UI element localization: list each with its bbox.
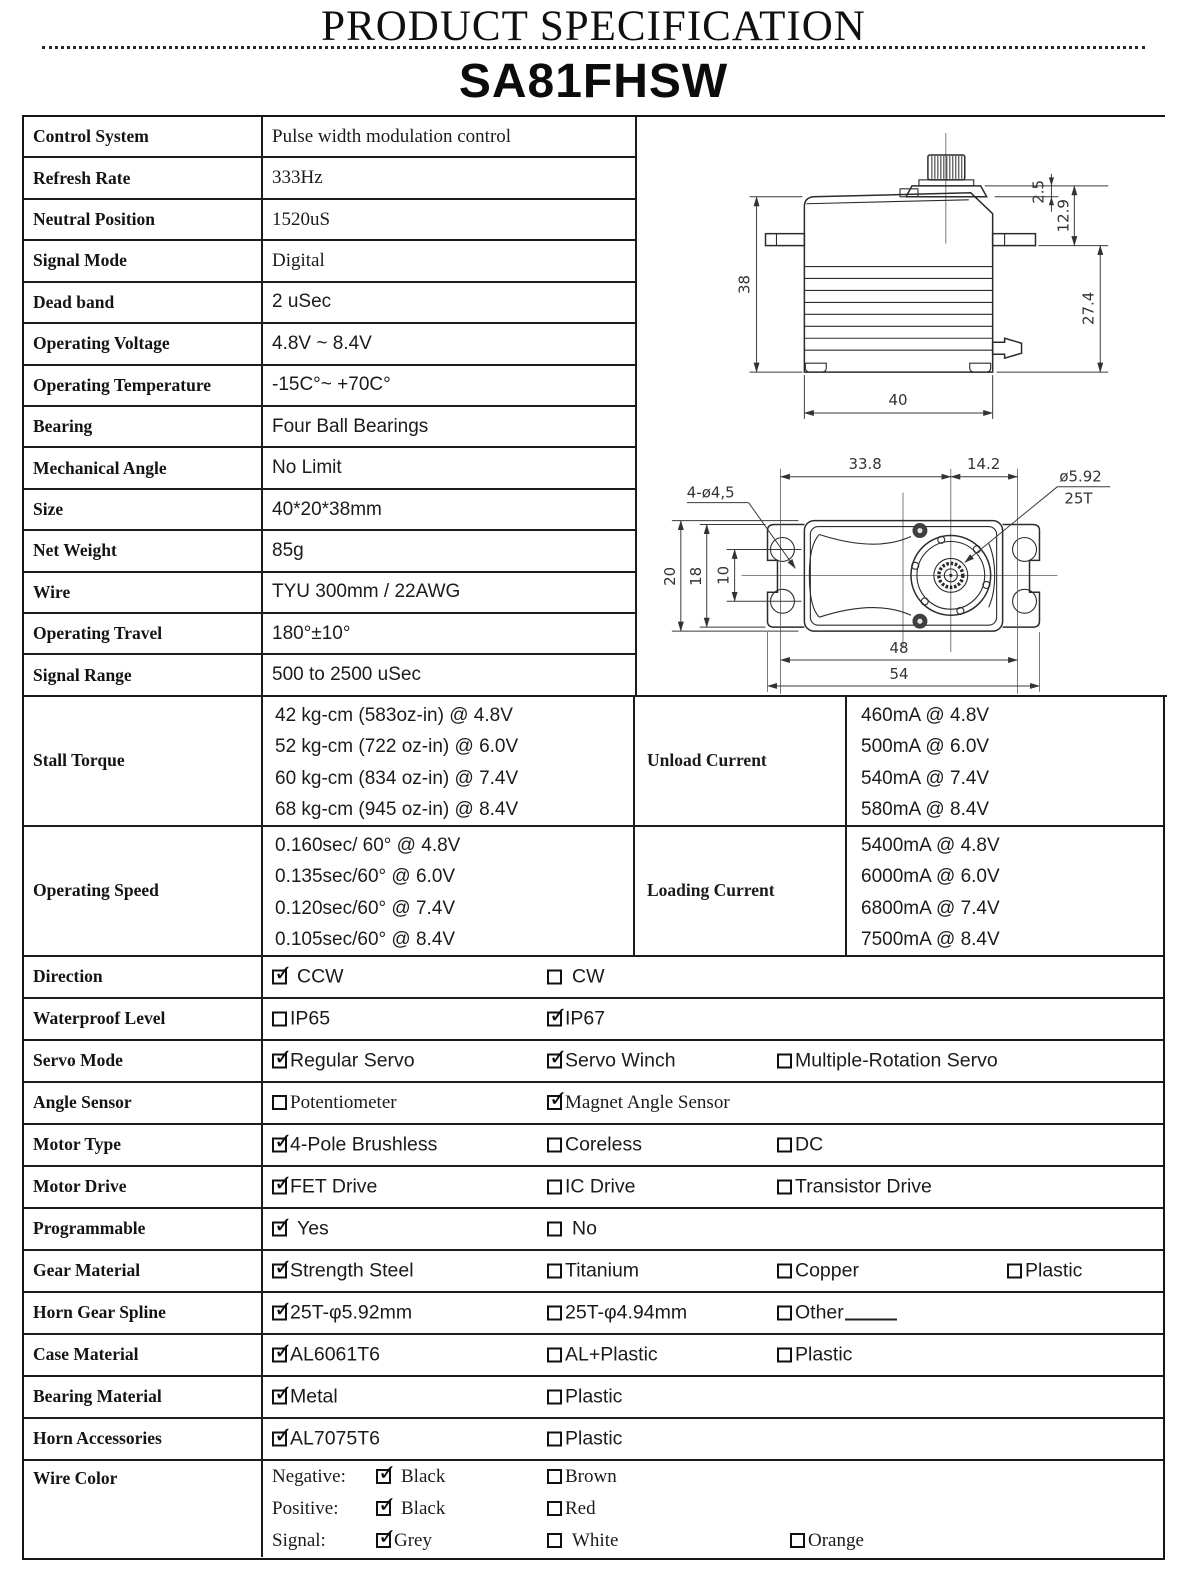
- spec-label: Operating Temperature: [24, 366, 263, 405]
- spec-label: Programmable: [24, 1209, 263, 1249]
- option-label: Black: [401, 1497, 446, 1519]
- value-line: 0.120sec/60° @ 7.4V: [275, 897, 456, 919]
- spec-label: Servo Mode: [24, 1041, 263, 1081]
- wire-role-label: Signal:: [272, 1529, 326, 1551]
- option-item: [547, 1049, 676, 1072]
- checkbox-icon: [790, 1533, 805, 1548]
- option-item: [272, 1049, 415, 1072]
- option-item: [777, 1175, 932, 1198]
- spec-label: Operating Voltage: [24, 324, 263, 363]
- technical-drawings: [635, 117, 1167, 697]
- option-row-motor-drive: [24, 1167, 1163, 1209]
- option-label: Plastic: [565, 1427, 623, 1450]
- option-item: [547, 1385, 622, 1408]
- spec-label: Dead band: [24, 283, 263, 322]
- option-item: [547, 1466, 617, 1488]
- checkbox-icon: [272, 1095, 287, 1110]
- option-item: [272, 1092, 397, 1114]
- value-line: 540mA @ 7.4V: [861, 767, 990, 789]
- option-item: [777, 1133, 823, 1156]
- spec-label: Bearing: [24, 407, 263, 446]
- option-item: [547, 1007, 605, 1030]
- checkbox-icon: [777, 1137, 792, 1152]
- value-line: 580mA @ 8.4V: [861, 799, 990, 821]
- spec-label: Size: [24, 490, 263, 529]
- checkbox-icon: [777, 1263, 792, 1278]
- checkbox-icon: [547, 1095, 562, 1110]
- spec-row: [24, 614, 635, 655]
- spec-value-lines: [263, 827, 635, 955]
- top-holes-label: [687, 484, 796, 569]
- option-label: Regular Servo: [290, 1049, 415, 1072]
- spec-row: [24, 117, 635, 158]
- checkbox-icon: [272, 1347, 287, 1362]
- spec-value: 40*20*38mm: [272, 498, 382, 520]
- option-item: [272, 1301, 412, 1324]
- option-item: [272, 1427, 380, 1450]
- checkbox-icon: [547, 1347, 562, 1362]
- option-label: Other: [795, 1301, 844, 1324]
- option-item: [376, 1530, 432, 1552]
- spec-label: Case Material: [24, 1335, 263, 1375]
- spec-row: [24, 283, 635, 324]
- checkbox-icon: [777, 1053, 792, 1068]
- spec-value: -15C°~ +70C°: [272, 374, 391, 396]
- option-item: [547, 965, 605, 988]
- option-row-motor-type: [24, 1125, 1163, 1167]
- dim-right-span: 14.2: [967, 454, 1001, 473]
- dim-overall-width: 54: [889, 664, 909, 683]
- option-item: [777, 1343, 852, 1366]
- option-label: DC: [795, 1133, 824, 1156]
- option-label: AL+Plastic: [565, 1343, 658, 1366]
- top-dims-lower: [768, 632, 1040, 692]
- spec-row: [24, 655, 635, 696]
- checkbox-icon: [547, 1431, 562, 1446]
- checkbox-icon: [376, 1469, 391, 1484]
- checkbox-icon: [547, 1053, 562, 1068]
- spec-value: 500 to 2500 uSec: [272, 664, 421, 686]
- spec-value: 180°±10°: [272, 622, 351, 644]
- spec-label: Motor Type: [24, 1125, 263, 1165]
- checkbox-icon: [547, 1137, 562, 1152]
- option-label: IC Drive: [565, 1175, 636, 1198]
- dim-body-height: 38: [735, 274, 754, 294]
- option-item: [547, 1427, 622, 1450]
- option-label: AL7075T6: [290, 1427, 380, 1450]
- dim-body-width: 40: [888, 391, 908, 410]
- option-label: Metal: [290, 1385, 338, 1408]
- option-row-case-material: [24, 1335, 1163, 1377]
- option-row-wire-color: [24, 1461, 1163, 1557]
- dim-flange-height: 18: [686, 566, 705, 586]
- option-item: [790, 1530, 864, 1552]
- spec-label: Refresh Rate: [24, 158, 263, 197]
- option-label: 4-Pole Brushless: [290, 1133, 438, 1156]
- option-item: [272, 1007, 330, 1030]
- option-item: [1007, 1259, 1082, 1282]
- checkbox-icon: [547, 1179, 562, 1194]
- page-title: PRODUCT SPECIFICATION: [321, 3, 866, 50]
- value-line: 5400mA @ 4.8V: [861, 834, 1000, 856]
- checkbox-icon: [272, 969, 287, 984]
- wire-role-label: Negative:: [272, 1465, 346, 1487]
- spec-value: 2 uSec: [272, 291, 332, 313]
- checkbox-icon: [376, 1501, 391, 1516]
- option-item: [547, 1217, 597, 1240]
- option-item: [272, 965, 344, 988]
- option-item: [376, 1466, 445, 1488]
- spec-row: [24, 366, 635, 407]
- spec-label: Operating Travel: [24, 614, 263, 653]
- spec-value: Digital: [272, 249, 325, 271]
- checkbox-icon: [376, 1533, 391, 1548]
- option-item: [272, 1259, 414, 1282]
- option-label: Plastic: [1025, 1259, 1083, 1282]
- option-item: [777, 1049, 998, 1072]
- value-line: 52 kg-cm (722 oz-in) @ 6.0V: [275, 736, 519, 758]
- spec-value-lines: [263, 697, 635, 825]
- checkbox-icon: [777, 1305, 792, 1320]
- value-line: 500mA @ 6.0V: [861, 736, 990, 758]
- spec-label: Stall Torque: [24, 697, 263, 825]
- spec-row: [24, 697, 1163, 827]
- checkbox-icon: [547, 1221, 562, 1236]
- spec-row: [24, 241, 635, 282]
- checkbox-icon: [272, 1053, 287, 1068]
- top-spline-label: [965, 468, 1110, 563]
- spec-label: Control System: [24, 117, 263, 156]
- checkbox-icon: [547, 969, 562, 984]
- option-label: CCW: [297, 965, 344, 988]
- option-item: [547, 1092, 730, 1114]
- option-label: Yes: [297, 1217, 329, 1240]
- top-dims-upper: [780, 455, 1017, 694]
- option-label: Plastic: [565, 1385, 623, 1408]
- option-item: [547, 1133, 642, 1156]
- option-row-bearing-material: [24, 1377, 1163, 1419]
- model-name: SA81FHSW: [458, 55, 729, 108]
- spec-label: Bearing Material: [24, 1377, 263, 1417]
- spec-label: Neutral Position: [24, 200, 263, 239]
- spec-table: [22, 115, 1165, 1560]
- option-label: CW: [572, 965, 605, 988]
- option-row-waterproof: [24, 999, 1163, 1041]
- spec-label: Loading Current: [635, 827, 847, 955]
- front-dim-height: [736, 197, 803, 372]
- spec-label: Unload Current: [635, 697, 847, 825]
- dim-tab-offset: 12.9: [1054, 199, 1073, 233]
- spec-value: 1520uS: [272, 208, 331, 230]
- option-item: [272, 1217, 329, 1240]
- checkbox-icon: [272, 1179, 287, 1194]
- option-label: Titanium: [565, 1259, 640, 1282]
- checkbox-icon: [547, 1389, 562, 1404]
- spec-label: Gear Material: [24, 1251, 263, 1291]
- dim-spline-diameter: ø5.92: [1059, 467, 1102, 486]
- option-item: [547, 1259, 639, 1282]
- dim-spline-teeth: 25T: [1064, 489, 1093, 508]
- option-row-angle-sensor: [24, 1083, 1163, 1125]
- title-divider: [42, 46, 1145, 49]
- option-label: Orange: [808, 1529, 864, 1551]
- checkbox-icon: [547, 1469, 562, 1484]
- option-item: [272, 1385, 338, 1408]
- value-line: 60 kg-cm (834 oz-in) @ 7.4V: [275, 767, 519, 789]
- checkbox-icon: [272, 1389, 287, 1404]
- dim-outer-height: 20: [660, 566, 679, 586]
- spec-label: Angle Sensor: [24, 1083, 263, 1123]
- option-item: [547, 1530, 618, 1552]
- option-label: 25T-φ4.94mm: [565, 1301, 688, 1324]
- option-item: [547, 1301, 687, 1324]
- spec-value: Four Ball Bearings: [272, 415, 429, 437]
- spec-label: Mechanical Angle: [24, 448, 263, 487]
- checkbox-icon: [547, 1305, 562, 1320]
- value-line: 460mA @ 4.8V: [861, 704, 990, 726]
- option-label: Brown: [565, 1465, 617, 1487]
- checkbox-icon: [547, 1011, 562, 1026]
- dim-shaft-offset: 2.5: [1029, 179, 1048, 204]
- option-label: Red: [565, 1497, 596, 1519]
- option-label: Black: [401, 1465, 446, 1487]
- value-line: 0.105sec/60° @ 8.4V: [275, 929, 456, 951]
- spec-row: [24, 490, 635, 531]
- spec-row: [24, 158, 635, 199]
- technical-drawing-svg: [637, 117, 1167, 695]
- checkbox-icon: [547, 1501, 562, 1516]
- value-line: 6800mA @ 7.4V: [861, 897, 1000, 919]
- checkbox-icon: [272, 1431, 287, 1446]
- option-label: FET Drive: [290, 1175, 378, 1198]
- spec-row: [24, 407, 635, 448]
- spec-label: Waterproof Level: [24, 999, 263, 1039]
- option-row-horn-gear-spline: [24, 1293, 1163, 1335]
- spec-value: 4.8V ~ 8.4V: [272, 332, 372, 354]
- option-label: Servo Winch: [565, 1049, 676, 1072]
- spec-value: No Limit: [272, 457, 342, 479]
- option-row-programmable: [24, 1209, 1163, 1251]
- spec-row: [24, 448, 635, 489]
- option-label: IP67: [565, 1007, 606, 1030]
- spec-value: 85g: [272, 539, 304, 561]
- value-line: 6000mA @ 6.0V: [861, 866, 1000, 888]
- option-row-gear-material: [24, 1251, 1163, 1293]
- spec-row: [24, 324, 635, 365]
- option-label: No: [572, 1217, 597, 1240]
- option-label: Magnet Angle Sensor: [565, 1091, 730, 1113]
- dim-lower-height: 27.4: [1079, 291, 1098, 326]
- option-label: Coreless: [565, 1133, 642, 1156]
- checkbox-icon: [272, 1263, 287, 1278]
- option-label: Potentiometer: [290, 1091, 397, 1113]
- option-label: AL6061T6: [290, 1343, 380, 1366]
- option-item: [547, 1175, 635, 1198]
- checkbox-icon: [272, 1221, 287, 1236]
- spec-row: [24, 827, 1163, 957]
- checkbox-icon: [272, 1011, 287, 1026]
- spec-label: Net Weight: [24, 531, 263, 570]
- option-label: Multiple-Rotation Servo: [795, 1049, 998, 1072]
- wire-color-line: [263, 1461, 1163, 1493]
- option-row-direction: [24, 957, 1163, 999]
- spec-label: Signal Mode: [24, 241, 263, 280]
- spec-row: [24, 200, 635, 241]
- checkbox-icon: [547, 1533, 562, 1548]
- spec-value-lines: [847, 697, 1163, 825]
- dim-hole-span: 48: [889, 639, 909, 658]
- top-view-drawing: [661, 455, 1110, 694]
- checkbox-icon: [1007, 1263, 1022, 1278]
- spec-value: TYU 300mm / 22AWG: [272, 581, 461, 603]
- spec-label: Wire: [24, 573, 263, 612]
- checkbox-icon: [272, 1137, 287, 1152]
- spec-label: Horn Accessories: [24, 1419, 263, 1459]
- dim-left-span: 33.8: [848, 454, 882, 473]
- option-label: Grey: [394, 1529, 432, 1551]
- option-item: [547, 1498, 596, 1520]
- spec-label: Signal Range: [24, 655, 263, 694]
- option-item: [272, 1133, 437, 1156]
- spec-row: [24, 573, 635, 614]
- front-view-drawing: [736, 133, 1109, 419]
- option-item: [376, 1498, 445, 1520]
- wire-role-label: Positive:: [272, 1497, 339, 1519]
- option-row-servo-mode: [24, 1041, 1163, 1083]
- option-label: White: [572, 1529, 619, 1551]
- option-item: [272, 1175, 377, 1198]
- option-label: 25T-φ5.92mm: [290, 1301, 413, 1324]
- wire-color-line: [263, 1493, 1163, 1525]
- value-line: 68 kg-cm (945 oz-in) @ 8.4V: [275, 799, 519, 821]
- checkbox-icon: [547, 1263, 562, 1278]
- checkbox-icon: [272, 1305, 287, 1320]
- option-label: Plastic: [795, 1343, 853, 1366]
- option-item: [272, 1343, 380, 1366]
- option-label: Copper: [795, 1259, 859, 1282]
- spec-row: [24, 531, 635, 572]
- option-item: [547, 1343, 658, 1366]
- value-line: 42 kg-cm (583oz-in) @ 4.8V: [275, 704, 513, 726]
- spec-label: Horn Gear Spline: [24, 1293, 263, 1333]
- dim-slot-span: 10: [714, 565, 733, 585]
- blank-line: [845, 1305, 897, 1320]
- value-line: 7500mA @ 8.4V: [861, 929, 1000, 951]
- option-item: [777, 1301, 897, 1324]
- wire-color-line: [263, 1525, 1163, 1557]
- option-item: [777, 1259, 859, 1282]
- spec-value-lines: [847, 827, 1163, 955]
- spec-label: Wire Color: [24, 1461, 263, 1557]
- spec-label: Motor Drive: [24, 1167, 263, 1207]
- option-label: Transistor Drive: [795, 1175, 932, 1198]
- option-label: IP65: [290, 1007, 331, 1030]
- spec-value: 333Hz: [272, 167, 323, 189]
- value-line: 0.135sec/60° @ 6.0V: [275, 866, 456, 888]
- option-row-horn-accessories: [24, 1419, 1163, 1461]
- checkbox-icon: [777, 1347, 792, 1362]
- spec-label: Operating Speed: [24, 827, 263, 955]
- spec-label: Direction: [24, 957, 263, 997]
- option-label: Strength Steel: [290, 1259, 414, 1282]
- value-line: 0.160sec/ 60° @ 4.8V: [275, 834, 461, 856]
- front-dim-width: [804, 375, 992, 419]
- dim-mount-holes: 4-ø4,5: [686, 483, 735, 502]
- spec-value: Pulse width modulation control: [272, 125, 512, 147]
- checkbox-icon: [777, 1179, 792, 1194]
